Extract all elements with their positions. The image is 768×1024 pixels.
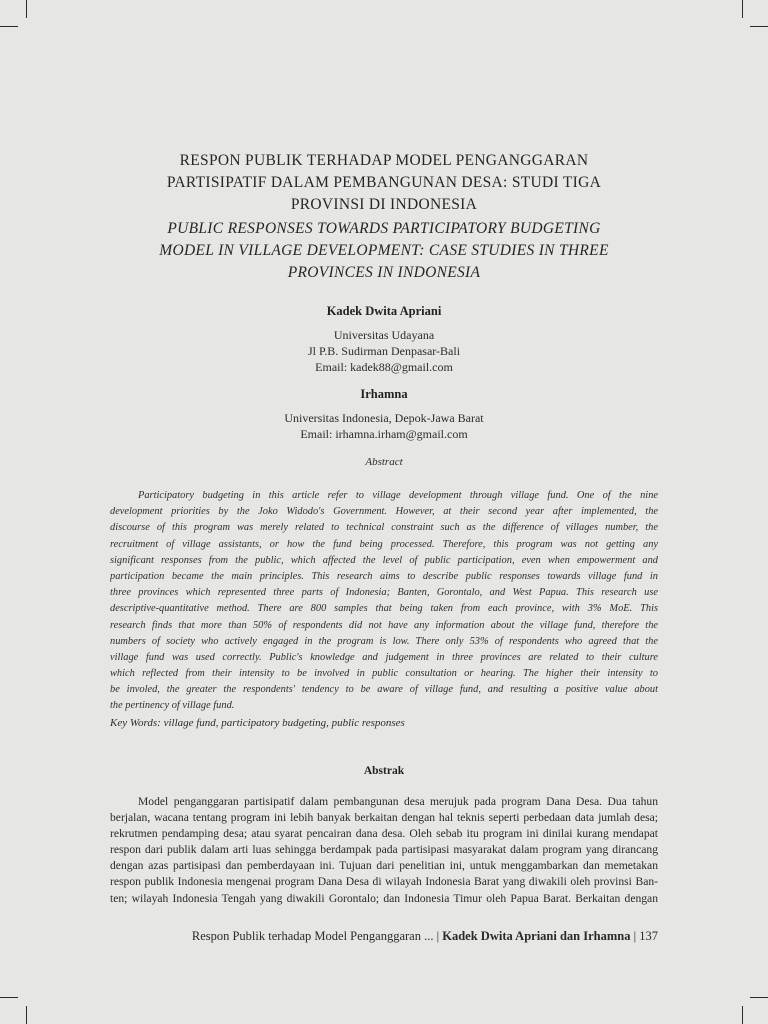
title-line: PARTISIPATIF DALAM PEMBANGUNAN DESA: STUDI TIGA <box>166 174 602 191</box>
abstrak-line: berjalan, wacana tentang program ini lebih banyak berkaitan dengan hal teknis seperti perbedaan data jumlah desa; <box>110 811 658 825</box>
abstrak-line: respon dari publik dalam arti luas sehingga berdampak pada partisipasi masyarakat dalam program yang dirancang <box>110 843 658 857</box>
abstract-line: three provinces which represented three parts of Indonesia; Banten, Gorontalo, and West Papua. This research use <box>110 587 658 599</box>
abstrak-line: rekrutmen pendamping desa; atau syarat pencairan dana desa. Oleh sebab itu program ini dinilai kurang mendapat <box>110 827 658 841</box>
crop-mark-top-right-vertical <box>742 0 743 18</box>
abstract-line: Participatory budgeting in this article refer to village development through village fund. One of the nine <box>138 490 658 501</box>
abstrak-heading: Abstrak <box>363 765 405 777</box>
abstract-line: descriptive-quantitative method. There are 800 samples that being taken from each province, with 3% MoE. This <box>110 603 658 615</box>
abstract-line: development priorities by the Joko Widodo's Government. However, at their second year after implemented, the <box>110 506 658 518</box>
paper-page <box>110 0 658 1024</box>
footer-separator: | <box>436 929 440 943</box>
author-affiliation <box>110 327 658 375</box>
abstrak-line: Model penganggaran partisipatif dalam pembangunan desa merujuk pada program Dana Desa. Dua tahun <box>138 795 658 808</box>
affiliation-line: Universitas Indonesia, Depok-Jawa Barat <box>284 411 484 425</box>
abstrak-line: ten; wilayah Indonesia Tengah yang diwakili Gorontalo; dan Indonesia Timur oleh Papua Barat. Berkaitan dengan <box>110 891 658 905</box>
title-line: PROVINSI DI INDONESIA <box>290 196 478 213</box>
crop-mark-bottom-left-horizontal <box>0 997 18 998</box>
crop-mark-bottom-right-vertical <box>742 1006 743 1024</box>
page-number: 137 <box>639 929 658 943</box>
page-footer <box>192 929 658 944</box>
author-affiliation <box>110 410 658 442</box>
abstract-line: be involed, the greater the respondents' tendency to be aware of village fund, and resulting a positive value about <box>110 684 658 696</box>
crop-mark-top-right-horizontal <box>750 26 768 27</box>
abstract-line: the pertinency of village fund. <box>110 700 235 712</box>
abstract-line: which reflected from their intensity to be involved in public consultation or hearing. The higher their intensity to <box>110 668 658 680</box>
crop-mark-top-left-vertical <box>26 0 27 18</box>
author-name: Irhamna <box>360 387 408 401</box>
crop-mark-bottom-right-horizontal <box>750 997 768 998</box>
abstract-line: research finds that more than 50% of respondents did not have any information about the village fund, therefore the <box>110 619 658 631</box>
abstract-heading: Abstract <box>365 456 403 468</box>
running-authors: Kadek Dwita Apriani dan Irhamna <box>442 929 631 943</box>
affiliation-email: Email: kadek88@gmail.com <box>315 360 453 374</box>
title-line: PROVINCES IN INDONESIA <box>287 264 481 281</box>
title-line: PUBLIC RESPONSES TOWARDS PARTICIPATORY BUDGETING <box>167 220 601 237</box>
crop-mark-top-left-horizontal <box>0 26 18 27</box>
title-line: RESPON PUBLIK TERHADAP MODEL PENGANGGARAN <box>179 152 589 169</box>
abstract-english <box>110 488 658 715</box>
affiliation-line: Jl P.B. Sudirman Denpasar-Bali <box>307 344 461 358</box>
abstract-line: village fund was used correctly. Public's knowledge and judgement in three provinces are related to their culture <box>110 651 658 663</box>
abstrak-line: respon publik Indonesia mengenai program Dana Desa di wilayah Indonesia Barat yang diwakili oleh provinsi Ban- <box>110 875 658 889</box>
abstract-line: participation became the main principles. This research aims to describe public responses towards village fund in <box>110 570 658 582</box>
footer-separator: | <box>633 929 637 943</box>
title-line: MODEL IN VILLAGE DEVELOPMENT: CASE STUDIES IN THREE <box>159 242 609 259</box>
crop-mark-bottom-left-vertical <box>26 1006 27 1024</box>
abstract-line: significant responses from the public, which affected the level of public participation, even when empowerment and <box>110 554 658 566</box>
abstract-line: discourse of this program was merely related to technical constraint such as the difference of villages number, the <box>110 522 658 534</box>
keywords: Key Words: village fund, participatory budgeting, public responses <box>110 717 405 729</box>
running-title: Respon Publik terhadap Model Penganggaran ... <box>191 929 434 943</box>
title-indonesian <box>110 150 658 216</box>
title-english <box>110 218 658 284</box>
abstract-line: numbers of society who actively engaged in the program is low. There only 53% of respondents who agreed that the <box>110 635 658 647</box>
author-name: Kadek Dwita Apriani <box>326 304 442 318</box>
abstract-line: recruitment of village assistants, or how the fund being processed. Therefore, this program was not getting any <box>110 538 658 550</box>
affiliation-email: Email: irhamna.irham@gmail.com <box>300 427 468 441</box>
abstrak-indonesian <box>110 794 658 907</box>
abstrak-line: dengan azas partisipasi dan pemberdayaan ini. Tujuan dari penelitian ini, untuk menggambarkan dan memetakan <box>110 859 658 873</box>
affiliation-line: Universitas Udayana <box>333 328 435 342</box>
